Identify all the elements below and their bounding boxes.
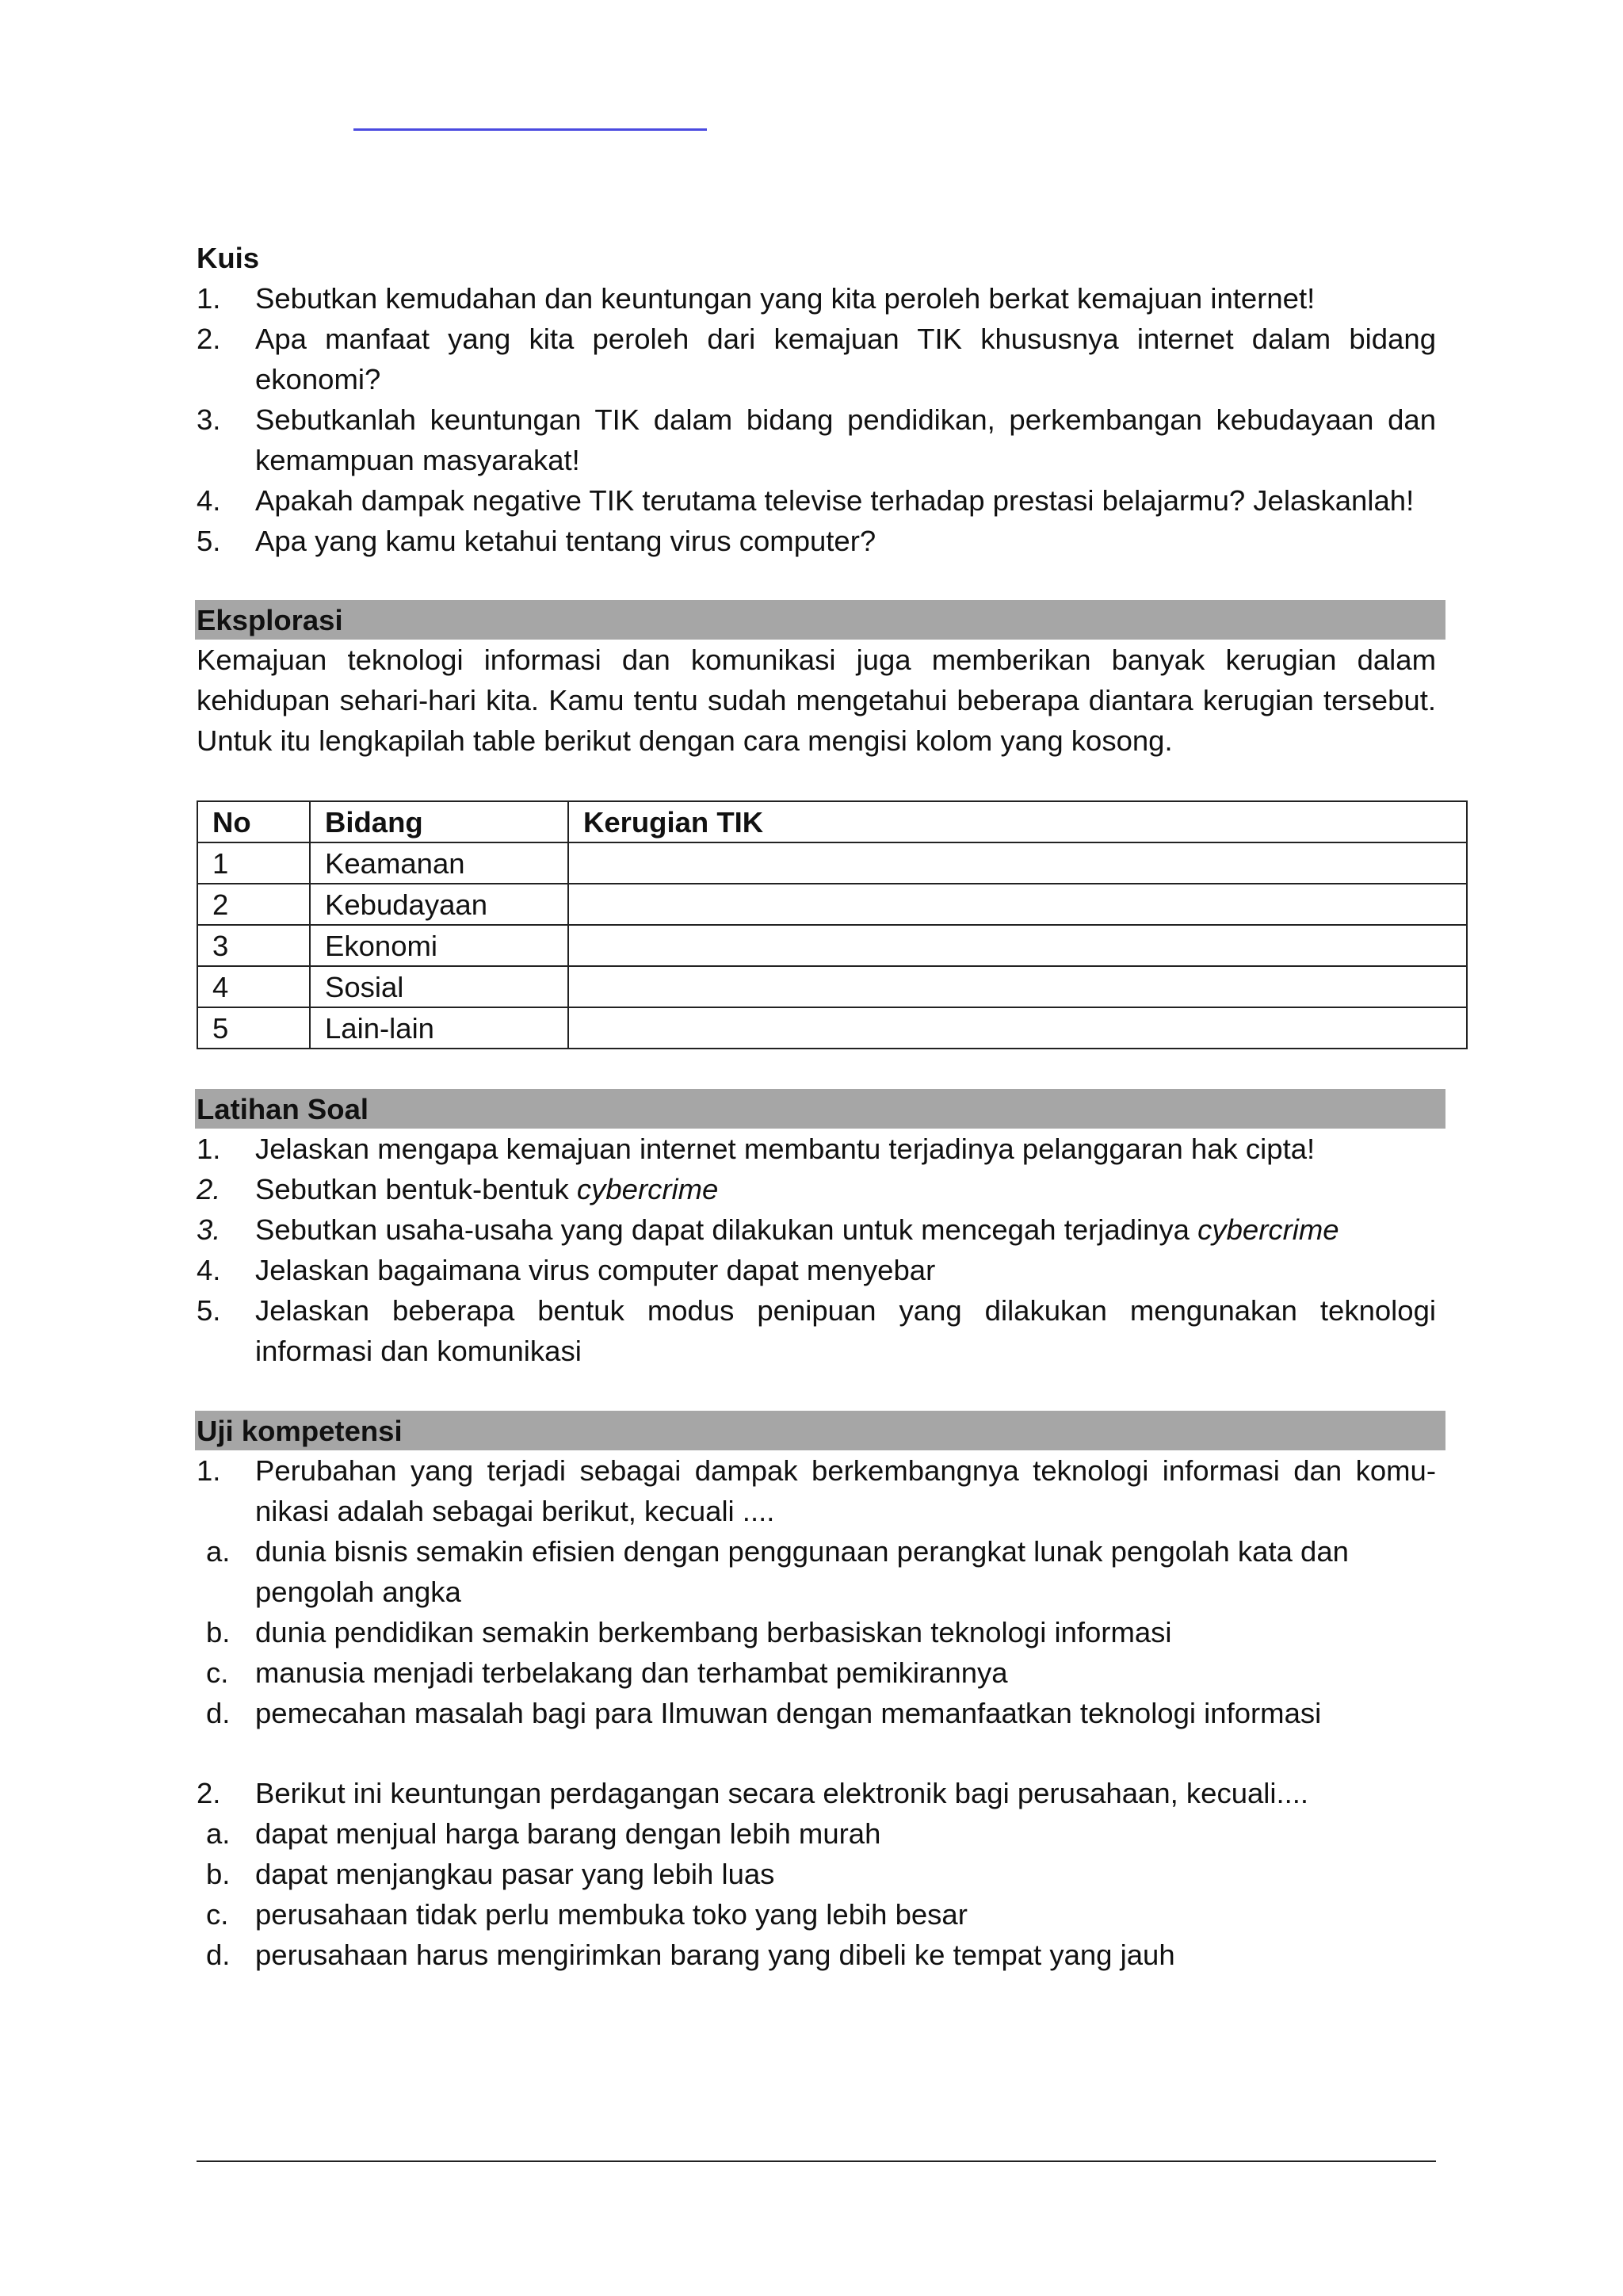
option-item xyxy=(197,1531,1436,1612)
item-text: Jelaskan beberapa bentuk modus penipuan yang dilakukan mengunakan teknologi informasi dan komunikasi xyxy=(255,1294,1436,1367)
item-number: 3. xyxy=(197,1213,221,1246)
option-item xyxy=(197,1612,1436,1652)
list-item xyxy=(197,1209,1436,1250)
list-item xyxy=(197,1129,1436,1169)
item-text: Apakah dampak negative TIK terutama televise terhadap prestasi belajarmu? Jelaskanlah! xyxy=(255,484,1415,517)
kerugian-table xyxy=(197,800,1468,1049)
option-letter: d. xyxy=(206,1697,231,1729)
option-text: dapat menjangkau pasar yang lebih luas xyxy=(255,1858,775,1890)
column-header-bidang: Bidang xyxy=(310,801,568,842)
list-item xyxy=(197,399,1436,480)
column-header-kerugian: Kerugian TIK xyxy=(568,801,1467,842)
item-text: Sebutkanlah keuntungan TIK dalam bidang pendidikan, perkembangan kebudayaan dan kemampuan masyarakat! xyxy=(255,403,1436,476)
item-text-plain: Sebutkan bentuk-bentuk xyxy=(255,1173,577,1205)
option-text: pemecahan masalah bagi para Ilmuwan dengan memanfaatkan teknologi informasi xyxy=(255,1697,1322,1729)
footer-rule xyxy=(197,2160,1436,2162)
option-letter: c. xyxy=(206,1898,229,1931)
item-text: Apa yang kamu ketahui tentang virus computer? xyxy=(255,525,876,557)
option-item xyxy=(197,1894,1436,1935)
item-text xyxy=(255,1209,1436,1250)
item-number: 1. xyxy=(197,1133,221,1165)
kuis-heading: Kuis xyxy=(197,242,260,274)
item-number: 1. xyxy=(197,1454,221,1487)
option-text: dapat menjual harga barang dengan lebih murah xyxy=(255,1817,881,1850)
table-row xyxy=(197,1007,1467,1049)
item-number: 1. xyxy=(197,282,221,315)
uji-list-2 xyxy=(197,1773,1436,1975)
list-item xyxy=(197,480,1436,521)
option-item xyxy=(197,1652,1436,1693)
latihan-list xyxy=(197,1129,1436,1371)
item-text xyxy=(255,1169,1436,1209)
item-text: Apa manfaat yang kita peroleh dari kemajuan TIK khususnya internet dalam bidang ekonomi? xyxy=(255,323,1436,395)
item-number: 5. xyxy=(197,525,221,557)
table-row xyxy=(197,884,1467,925)
list-item xyxy=(197,278,1436,319)
list-item xyxy=(197,319,1436,399)
item-text: Perubahan yang terjadi sebagai dampak berkembangnya teknologi informasi dan komu-nikasi adalah sebagai berikut, kecuali .... xyxy=(255,1454,1436,1527)
cell-kerugian[interactable] xyxy=(568,884,1467,925)
header-rule xyxy=(353,128,707,131)
item-text: Berikut ini keuntungan perdagangan secara elektronik bagi perusahaan, kecuali.... xyxy=(255,1777,1309,1809)
cell-kerugian[interactable] xyxy=(568,966,1467,1007)
item-number: 2. xyxy=(197,1173,221,1205)
table-row xyxy=(197,925,1467,966)
item-number: 3. xyxy=(197,403,221,436)
eksplorasi-paragraph: Kemajuan teknologi informasi dan komunikasi juga memberikan banyak kerugian dalam kehidupan sehari-hari kita. Kamu tentu sudah mengetahui beberapa diantara kerugian tersebut. Untuk itu lengkapilah table berikut dengan cara mengisi kolom yang kosong. xyxy=(197,644,1436,757)
item-text: Jelaskan mengapa kemajuan internet membantu terjadinya pelanggaran hak cipta! xyxy=(255,1133,1316,1165)
option-item xyxy=(197,1693,1436,1733)
column-header-no: No xyxy=(197,801,310,842)
cell-no: 5 xyxy=(197,1007,310,1049)
item-number: 2. xyxy=(197,323,221,355)
option-letter: c. xyxy=(206,1656,229,1689)
option-text: dunia bisnis semakin efisien dengan penggunaan perangkat lunak pengolah kata dan pengolah angka xyxy=(255,1535,1349,1608)
item-text: Sebutkan kemudahan dan keuntungan yang kita peroleh berkat kemajuan internet! xyxy=(255,282,1316,315)
list-item xyxy=(197,1290,1436,1371)
cell-bidang: Kebudayaan xyxy=(310,884,568,925)
option-text: dunia pendidikan semakin berkembang berbasiskan teknologi informasi xyxy=(255,1616,1172,1648)
table-row xyxy=(197,842,1467,884)
kuis-list xyxy=(197,278,1436,561)
option-text: manusia menjadi terbelakang dan terhambat pemikirannya xyxy=(255,1656,1008,1689)
cell-bidang: Sosial xyxy=(310,966,568,1007)
option-item xyxy=(197,1854,1436,1894)
eksplorasi-heading: Eksplorasi xyxy=(195,600,1445,640)
cell-kerugian[interactable] xyxy=(568,1007,1467,1049)
option-letter: a. xyxy=(206,1817,231,1850)
item-text-emphasis: cybercrime xyxy=(576,1173,719,1205)
item-number: 4. xyxy=(197,484,221,517)
list-item xyxy=(197,1250,1436,1290)
cell-no: 2 xyxy=(197,884,310,925)
cell-no: 4 xyxy=(197,966,310,1007)
item-number: 2. xyxy=(197,1777,221,1809)
cell-bidang: Lain-lain xyxy=(310,1007,568,1049)
uji-heading: Uji kompetensi xyxy=(195,1411,1445,1450)
page-content xyxy=(197,238,1436,1975)
cell-kerugian[interactable] xyxy=(568,842,1467,884)
cell-no: 1 xyxy=(197,842,310,884)
option-item xyxy=(197,1813,1436,1854)
uji-list-1 xyxy=(197,1450,1436,1733)
item-number: 5. xyxy=(197,1294,221,1327)
cell-kerugian[interactable] xyxy=(568,925,1467,966)
item-text: Jelaskan bagaimana virus computer dapat menyebar xyxy=(255,1254,936,1286)
list-item xyxy=(197,1169,1436,1209)
latihan-heading: Latihan Soal xyxy=(195,1089,1445,1129)
option-letter: d. xyxy=(206,1939,231,1971)
list-item xyxy=(197,521,1436,561)
cell-bidang: Ekonomi xyxy=(310,925,568,966)
table-row xyxy=(197,966,1467,1007)
option-text: perusahaan harus mengirimkan barang yang dibeli ke tempat yang jauh xyxy=(255,1939,1175,1971)
option-text: perusahaan tidak perlu membuka toko yang lebih besar xyxy=(255,1898,968,1931)
cell-bidang: Keamanan xyxy=(310,842,568,884)
item-text-emphasis: cybercrime xyxy=(1197,1213,1339,1246)
option-letter: a. xyxy=(206,1535,231,1568)
item-text-plain: Sebutkan usaha-usaha yang dapat dilakukan untuk mencegah terjadinya xyxy=(255,1213,1198,1246)
option-letter: b. xyxy=(206,1858,231,1890)
list-item xyxy=(197,1450,1436,1531)
option-letter: b. xyxy=(206,1616,231,1648)
table-header-row xyxy=(197,801,1467,842)
option-item xyxy=(197,1935,1436,1975)
list-item xyxy=(197,1773,1436,1813)
item-number: 4. xyxy=(197,1254,221,1286)
cell-no: 3 xyxy=(197,925,310,966)
